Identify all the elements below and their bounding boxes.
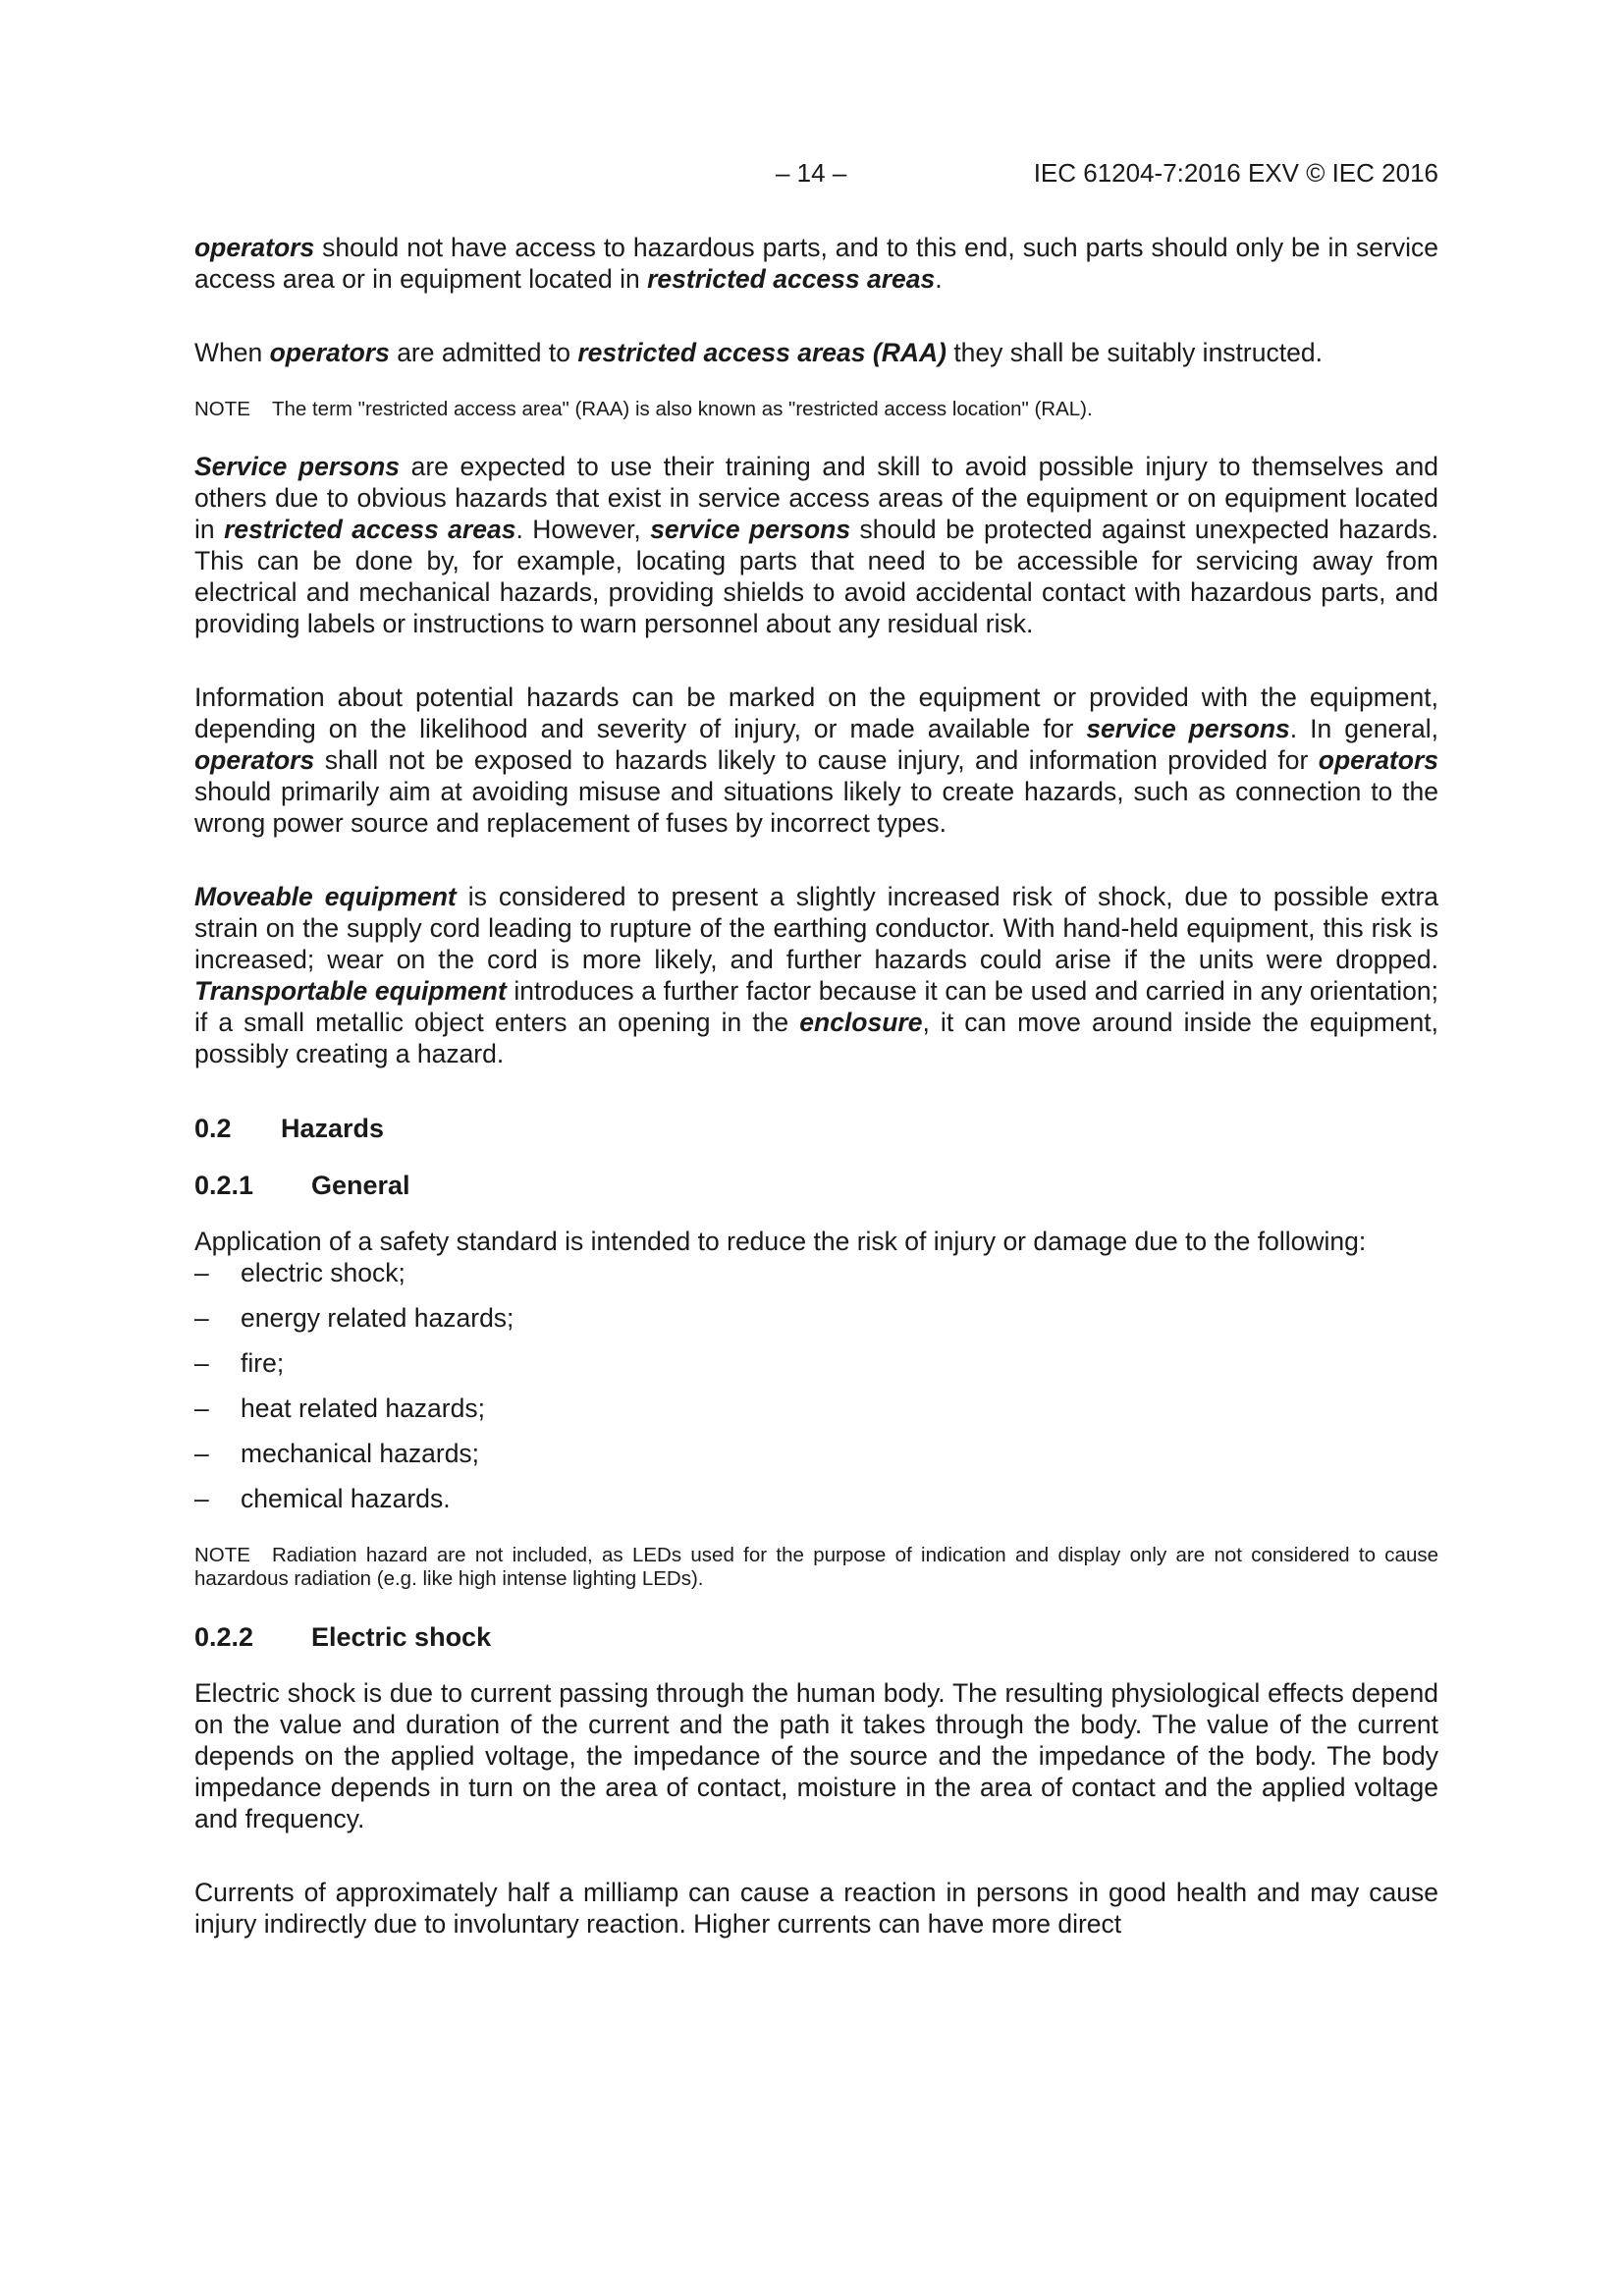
- list-item: – fire;: [194, 1348, 285, 1378]
- paragraph-moveable-equipment: Moveable equipment is considered to present a slightly increased risk of shock, due to possible extra strain on the supply cord leading to rupture of the earthing conductor. With hand-held equipment, this risk is increased; wear on the cord is more likely, and further hazards could arise if the units were dropped. Transportable equipment introduces a further factor because it can be used and carried in any orientation; if a small metallic object enters an opening in the enclosure, it can move around inside the equipment, possibly creating a hazard.: [194, 882, 1439, 1068]
- hazard-list: [194, 1257, 1438, 1514]
- document-reference: IEC 61204-7:2016 EXV © IEC 2016: [1033, 158, 1438, 188]
- page-header: [194, 155, 1438, 191]
- heading-0-2: [194, 1112, 1438, 1145]
- list-item: – electric shock;: [194, 1258, 406, 1287]
- term-restricted-access-areas: restricted access areas (RAA): [577, 338, 947, 367]
- list-dash: –: [194, 1439, 209, 1468]
- list-item: – chemical hazards.: [194, 1484, 451, 1513]
- term-operators: operators: [269, 338, 390, 367]
- term-moveable-equipment: Moveable equipment: [194, 882, 457, 911]
- note-text: The term "restricted access area" (RAA) is also known as "restricted access location" (RAL).: [271, 398, 1093, 420]
- heading-number: 0.2.2: [194, 1622, 254, 1652]
- term-transportable-equipment: Transportable equipment: [194, 976, 507, 1006]
- term-service-persons: service persons: [1086, 714, 1290, 743]
- heading-0-2-1: [194, 1169, 1438, 1202]
- note-label: NOTE: [194, 398, 250, 420]
- heading-number: 0.2: [194, 1114, 232, 1143]
- paragraph-hazard-information: Information about potential hazards can be marked on the equipment or provided with the equipment, depending on the likelihood and severity of injury, or made available for service persons. In general, operators shall not be exposed to hazards likely to cause injury, and information provided for operators should primarily aim at avoiding misuse and situations likely to create hazards, such as connection to the wrong power source and replacement of fuses by incorrect types.: [194, 683, 1438, 838]
- note-radiation: [194, 1544, 1438, 1591]
- heading-number: 0.2.1: [194, 1171, 254, 1200]
- term-restricted-access-areas: restricted access areas: [224, 515, 516, 544]
- term-operators: operators: [194, 745, 315, 775]
- paragraph-currents: Currents of approximately half a milliamp can cause a reaction in persons in good health and may cause injury indirectly due to involuntary reaction. Higher currents can have more direct: [194, 1878, 1438, 1939]
- list-dash: –: [194, 1484, 209, 1513]
- heading-title: Hazards: [281, 1114, 385, 1143]
- term-enclosure: enclosure: [799, 1008, 923, 1037]
- page-number: – 14 –: [776, 158, 847, 188]
- term-operators: operators: [1318, 745, 1438, 775]
- list-dash: –: [194, 1258, 209, 1287]
- list-item: – mechanical hazards;: [194, 1439, 480, 1468]
- list-item: – heat related hazards;: [194, 1394, 485, 1423]
- page-content: [194, 232, 1438, 1940]
- heading-title: Electric shock: [311, 1622, 492, 1652]
- note-label: NOTE: [194, 1544, 250, 1566]
- paragraph-application: Application of a safety standard is intended to reduce the risk of injury or damage due to the following:: [194, 1227, 1367, 1256]
- list-item: – energy related hazards;: [194, 1303, 514, 1333]
- note-text: Radiation hazard are not included, as LEDs used for the purpose of indication and display only are not considered to cause hazardous radiation (e.g. like high intense lighting LEDs).: [194, 1544, 1438, 1590]
- term-operators: operators: [194, 233, 315, 262]
- note-raa: [194, 398, 1438, 421]
- heading-title: General: [311, 1171, 410, 1200]
- heading-0-2-2: [194, 1620, 1438, 1654]
- paragraph-operators-access: operators should not have access to hazardous parts, and to this end, such parts should only be in service access area or in equipment located in restricted access areas.: [194, 233, 1438, 294]
- list-dash: –: [194, 1394, 209, 1423]
- term-service-persons: Service persons: [194, 452, 400, 481]
- term-service-persons: service persons: [650, 515, 851, 544]
- paragraph-service-persons: Service persons are expected to use their training and skill to avoid possible injury to themselves and others due to obvious hazards that exist in service access areas of the equipment or on equipment located in restricted access areas. However, service persons should be protected against unexpected hazards. This can be done by, for example, locating parts that need to be accessible for servicing away from electrical and mechanical hazards, providing shields to avoid accidental contact with hazardous parts, and providing labels or instructions to warn personnel about any residual risk.: [194, 452, 1438, 638]
- term-restricted-access-areas: restricted access areas: [647, 264, 936, 294]
- paragraph-electric-shock: Electric shock is due to current passing through the human body. The resulting physiological effects depend on the value and duration of the current and the path it takes through the body. The value of the current depends on the applied voltage, the impedance of the source and the impedance of the body. The body impedance depends in turn on the area of contact, moisture in the area of contact and the applied voltage and frequency.: [194, 1678, 1438, 1833]
- list-dash: –: [194, 1348, 209, 1378]
- paragraph-raa-instruction: When operators are admitted to restricted access areas (RAA) they shall be suitably instructed.: [194, 338, 1323, 367]
- list-dash: –: [194, 1303, 209, 1333]
